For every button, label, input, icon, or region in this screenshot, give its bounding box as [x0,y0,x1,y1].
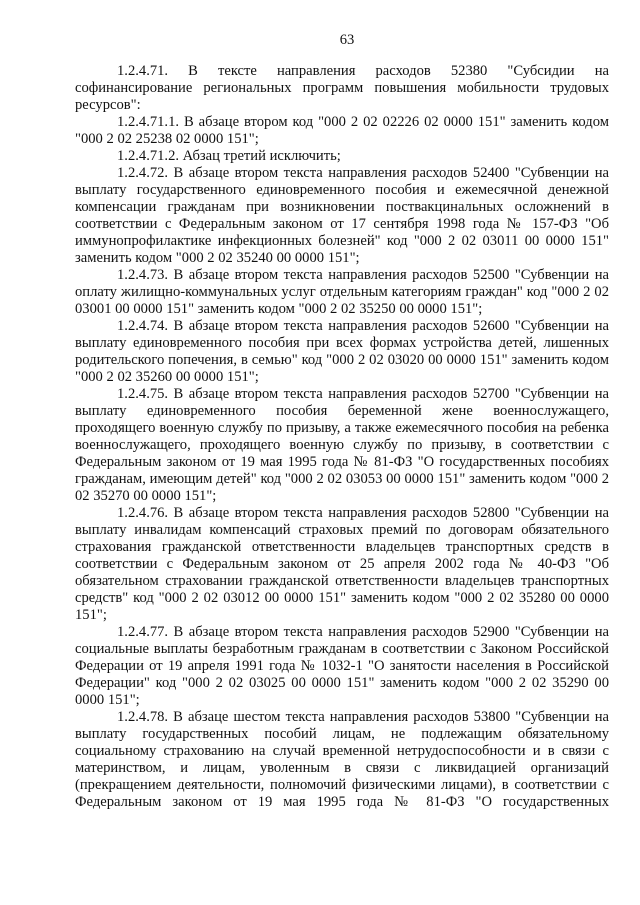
paragraph-1-2-4-71-1: 1.2.4.71.1. В абзаце втором код "000 2 02 02226 02 0000 151" заменить кодом "000 2 02 25238 02 0000 151"; [75,114,609,147]
paragraph-1-2-4-72: 1.2.4.72. В абзаце втором текста направления расходов 52400 "Субвенции на выплату государственного единовременного пособия и ежемесячной денежной компенсации гражданам при возникновении поствакцинальных осложнений в соответствии с Федеральным законом от 17 сентября 1998 года № 157-ФЗ "Об иммунопрофилактике инфекционных болезней" код "000 2 02 03011 00 0000 151" заменить кодом "000 2 02 35240 00 0000 151"; [75,165,609,266]
paragraph-1-2-4-76: 1.2.4.76. В абзаце втором текста направления расходов 52800 "Субвенции на выплату инвалидам компенсаций страховых премий по договорам обязательного страхования гражданской ответственности владельцев транспортных средств в соответствии с Федеральным законом от 25 апреля 2002 года № 40-ФЗ "Об обязательном страховании гражданской ответственности владельцев транспортных средств" код "000 2 02 03012 00 0000 151" заменить кодом "000 2 02 35280 00 0000 151"; [75,505,609,623]
paragraph-1-2-4-74: 1.2.4.74. В абзаце втором текста направления расходов 52600 "Субвенции на выплату единовременного пособия при всех формах устройства детей, лишенных родительского попечения, в семью" код "000 2 02 03020 00 0000 151" заменить кодом "000 2 02 35260 00 0000 151"; [75,318,609,385]
paragraph-1-2-4-71-2: 1.2.4.71.2. Абзац третий исключить; [117,148,341,164]
paragraph-1-2-4-78: 1.2.4.78. В абзаце шестом текста направления расходов 53800 "Субвенции на выплату государственных пособий лицам, не подлежащим обязательному социальному страхованию на случай временной нетрудоспособности и в связи с материнством, и лицам, уволенным в связи с ликвидацией организаций (прекращением деятельности, полномочий физическими лицами), в соответствии с Федеральным законом от 19 мая 1995 года № 81-ФЗ "О государственных [75,709,609,810]
paragraph-1-2-4-75: 1.2.4.75. В абзаце втором текста направления расходов 52700 "Субвенции на выплату единовременного пособия беременной жене военнослужащего, проходящего военную службу по призыву, а также ежемесячного пособия на ребенка военнослужащего, проходящего военную службу по призыву, в соответствии с Федеральным законом от 19 мая 1995 года № 81-ФЗ "О государственных пособиях гражданам, имеющим детей" код "000 2 02 03053 00 0000 151" заменить кодом "000 2 02 35270 00 0000 151"; [75,386,609,504]
paragraph-1-2-4-71: 1.2.4.71. В тексте направления расходов 52380 "Субсидии на софинансирование региональных программ повышения мобильности трудовых ресурсов": [75,63,609,113]
paragraph-1-2-4-73: 1.2.4.73. В абзаце втором текста направления расходов 52500 "Субвенции на оплату жилищно-коммунальных услуг отдельным категориям граждан" код "000 2 02 03001 00 0000 151" заменить кодом "000 2 02 35250 00 0000 151"; [75,267,609,317]
paragraph-1-2-4-77: 1.2.4.77. В абзаце втором текста направления расходов 52900 "Субвенции на социальные выплаты безработным гражданам в соответствии с Законом Российской Федерации от 19 апреля 1991 года № 1032-1 "О занятости населения в Российской Федерации" код "000 2 02 03025 00 0000 151" заменить кодом "000 2 02 35290 00 0000 151"; [75,624,609,708]
page-number: 63 [339,32,355,48]
